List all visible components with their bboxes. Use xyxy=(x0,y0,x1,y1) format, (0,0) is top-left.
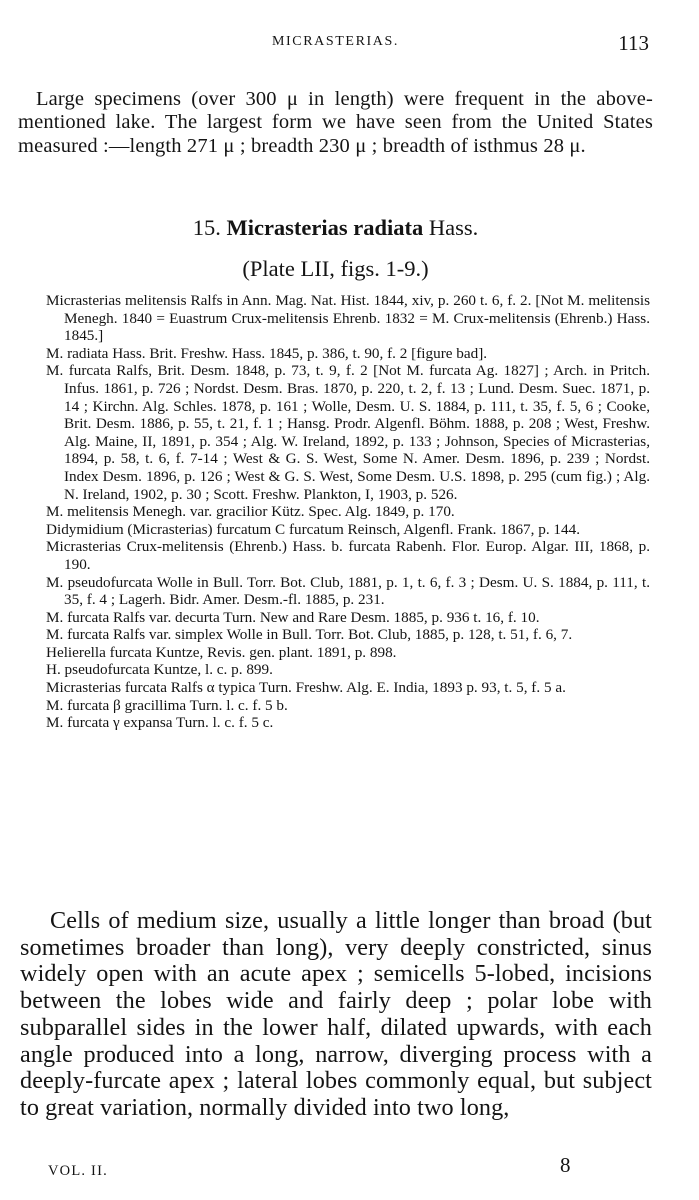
running-head xyxy=(18,31,653,58)
signature-number: 8 xyxy=(560,1153,571,1177)
species-name: Micrasterias radiata xyxy=(226,215,424,240)
synonym-entry: M. furcata β gracillima Turn. l. c. f. 5 b. xyxy=(46,696,288,714)
synonymy-list xyxy=(46,292,650,732)
description-paragraph: Cells of medium size, usually a little longer than broad (but sometimes broader than long), very deeply constricted, sinus widely open with an acute apex ; semicells 5-lobed, incisions between the lobes wide and fairly deep ; polar lobe with subparallel sides in the lower half, dilated upwards, with each angle produced into a long, narrow, diverging process with a deeply-furcate apex ; lateral lobes commonly equal, but subject to great variation, normally divided into two long, xyxy=(20,907,652,1121)
synonym-entry: M. pseudofurcata Wolle in Bull. Torr. Bot. Club, 1881, p. 1, t. 6, f. 3 ; Desm. U. S. 1884, p. 111, t. 35, f. 4 ; Lagerh. Bidr. Amer. Desm.-fl. 1885, p. 231. xyxy=(46,573,650,609)
synonym-entry: M. furcata Ralfs, Brit. Desm. 1848, p. 73, t. 9, f. 2 [Not M. furcata Ag. 1827] ; Arch. in Pritch. Infus. 1861, p. 726 ; Nordst. Desm. Bras. 1870, p. 220, t. 2, f. 13 ; Lund. Desm. Suec. 1871, p. 14 ; Kirchn. Alg. Schles. 1878, p. 161 ; Wolle, Desm. U. S. 1884, p. 111, t. 35, f. 5, 6 ; Cooke, Brit. Desm. 1886, p. 55, t. 21, f. 1 ; Hansg. Prodr. Algenfl. Böhm. 1888, p. 208 ; West, Freshw. Alg. Maine, II, 1891, p. 354 ; Alg. W. Ireland, 1892, p. 133 ; Johnson, Species of Micrasterias, 1894, p. 58, t. 6, f. 7-14 ; West & G. S. West, Some N. Amer. Desm. 1896, p. 239 ; Nordst. Index Desm. 1896, p. 126 ; West & G. S. West, Some Desm. U.S. 1898, p. 295 (cum fig.) ; Alg. N. Ireland, 1902, p. 30 ; Scott. Freshw. Plankton, I, 1903, p. 526. xyxy=(46,362,650,503)
running-title: MICRASTERIAS. xyxy=(272,34,399,49)
synonym-entry: M. radiata Hass. Brit. Freshw. Hass. 1845, p. 386, t. 90, f. 2 [figure bad]. xyxy=(46,344,488,362)
synonym-entry: M. furcata Ralfs var. simplex Wolle in Bull. Torr. Bot. Club, 1885, p. 128, t. 51, f. 6, 7. xyxy=(46,626,573,644)
synonym-entry: Micrasterias furcata Ralfs α typica Turn. Freshw. Alg. E. India, 1893 p. 93, t. 5, f. 5 a. xyxy=(46,679,566,697)
species-number: 15. xyxy=(192,215,221,240)
synonym-entry: Didymidium (Micrasterias) furcatum C furcatum Reinsch, Algenfl. Frank. 1867, p. 144. xyxy=(46,520,580,538)
page-number: 113 xyxy=(618,31,649,55)
synonym-entry: M. melitensis Menegh. var. gracilior Kütz. Spec. Alg. 1849, p. 170. xyxy=(46,503,455,521)
synonym-entry: M. furcata γ expansa Turn. l. c. f. 5 c. xyxy=(46,714,274,732)
volume-signature: VOL. II. xyxy=(48,1163,108,1179)
synonym-entry: H. pseudofurcata Kuntze, l. c. p. 899. xyxy=(46,661,273,679)
synonym-entry: M. furcata Ralfs var. decurta Turn. New and Rare Desm. 1885, p. 936 t. 16, f. 10. xyxy=(46,608,540,626)
synonym-entry: Helierella furcata Kuntze, Revis. gen. plant. 1891, p. 898. xyxy=(46,643,397,661)
intro-paragraph: Large specimens (over 300 μ in length) were frequent in the above-mentioned lake. The largest form we have seen from the United States measured :—length 271 μ ; breadth 230 μ ; breadth of isthmus 28 μ. xyxy=(18,88,653,157)
synonym-entry: Micrasterias Crux-melitensis (Ehrenb.) Hass. b. furcata Rabenh. Flor. Europ. Algar. III, 1868, p. 190. xyxy=(46,538,650,573)
synonym-entry: Micrasterias melitensis Ralfs in Ann. Mag. Nat. Hist. 1844, xiv, p. 260 t. 6, f. 2. [Not M. melitensis Menegh. 1840 = Euastrum Crux-melitensis Ehrenb. 1832 = M. Crux-melitensis (Ehrenb.) Hass. 1845.] xyxy=(46,292,650,345)
species-heading xyxy=(18,214,653,242)
species-author: Hass. xyxy=(428,215,479,240)
plate-reference: (Plate LII, figs. 1-9.) xyxy=(242,256,429,281)
book-page xyxy=(18,0,653,1200)
